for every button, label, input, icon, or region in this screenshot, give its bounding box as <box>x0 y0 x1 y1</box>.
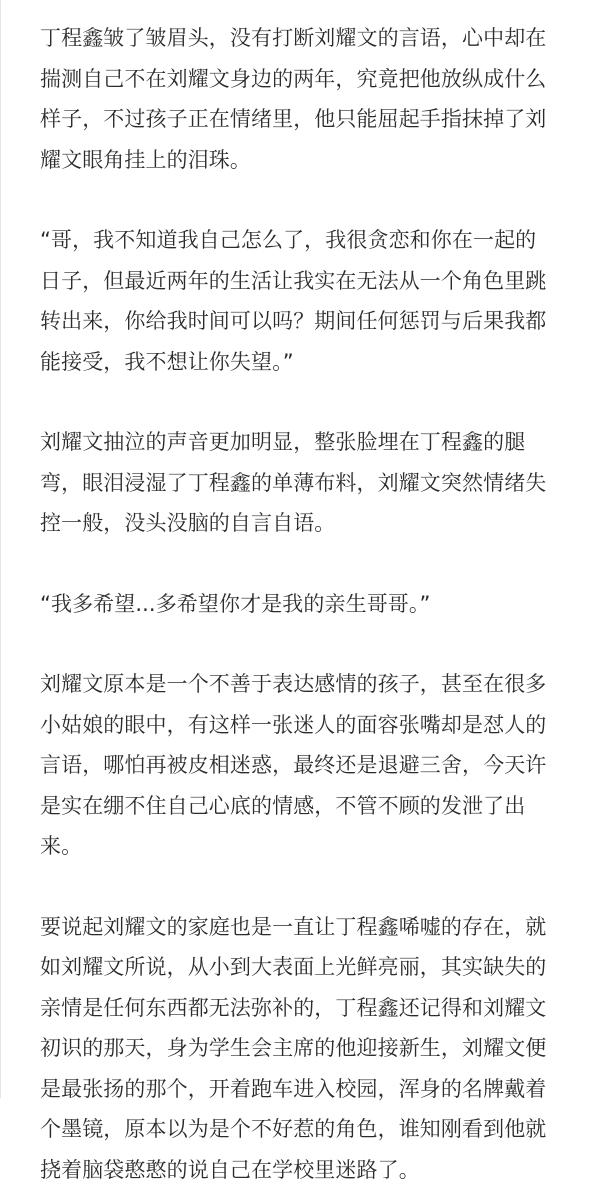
paragraph-3: 刘耀文抽泣的声音更加明显，整张脸埋在丁程鑫的腿 弯，眼泪浸湿了丁程鑫的单薄布料，刘耀文突然情绪失 控一般，没头没脑的自言自语。 <box>40 422 575 544</box>
paragraph-5: 刘耀文原本是一个不善于表达感情的孩子，甚至在很多 小姑娘的眼中，有这样一张迷人的面容张嘴却是怼人的 言语，哪怕再被皮相迷惑，最终还是退避三舍，今天许 是实在绷不住自己心底的情感，不管不顾的发泄了出 来。 <box>40 664 575 867</box>
page-edge-divider <box>0 0 1 1098</box>
article-body <box>40 18 575 1190</box>
paragraph-4: “我多希望...多希望你才是我的亲生哥哥。” <box>40 584 575 625</box>
paragraph-2: “哥，我不知道我自己怎么了，我很贪恋和你在一起的 日子，但最近两年的生活让我实在无法从一个角色里跳 转出来，你给我时间可以吗？期间任何惩罚与后果我都 能接受，我不想让你失望。” <box>40 220 575 382</box>
paragraph-1: 丁程鑫皱了皱眉头，没有打断刘耀文的言语，心中却在 揣测自己不在刘耀文身边的两年，究竟把他放纵成什么 样子，不过孩子正在情绪里，他只能屈起手指抹掉了刘 耀文眼角挂上的泪珠。 <box>40 18 575 180</box>
paragraph-6: 要说起刘耀文的家庭也是一直让丁程鑫唏嘘的存在，就 如刘耀文所说，从小到大表面上光鲜亮丽，其实缺失的 亲情是任何东西都无法弥补的，丁程鑫还记得和刘耀文 初识的那天，身为学生会主席的他迎接新生，刘耀文便 是最张扬的那个，开着跑车进入校园，浑身的名牌戴着 个墨镜，原本以为是个不好惹的角色，谁知刚看到他就 挠着脑袋憨憨的说自己在学校里迷路了。 <box>40 907 575 1190</box>
